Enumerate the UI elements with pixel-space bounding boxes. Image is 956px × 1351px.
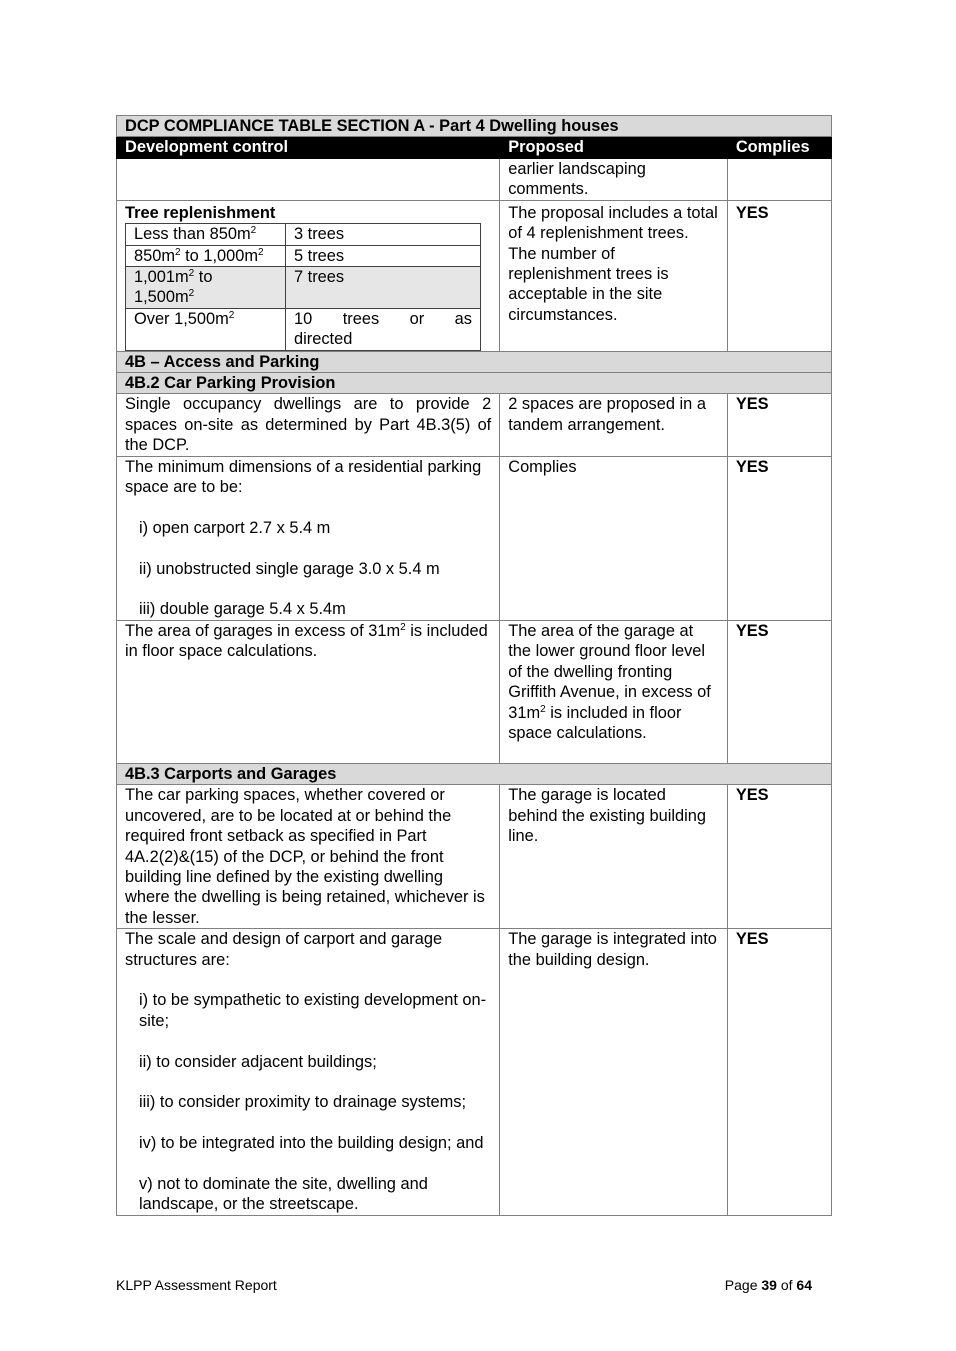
parking-dimensions-proposed: Complies: [500, 456, 728, 620]
tree-size-cell: [126, 224, 286, 245]
footer-page-prefix: Page: [724, 1277, 762, 1293]
tree-replenishment-proposed: The proposal includes a total of 4 replenishment trees. The number of replenishment trees is acceptable in the site circumstances.: [500, 200, 728, 351]
garage-area-proposed: [500, 620, 728, 763]
header-development-control: Development control: [117, 137, 500, 158]
garage-area-complies: YES: [727, 620, 831, 763]
section-4b2-heading: 4B.2 Car Parking Provision: [117, 373, 832, 394]
superscript: 2: [188, 288, 195, 300]
tree-size-text: 850m: [134, 246, 176, 265]
tree-replenishment-heading: Tree replenishment: [125, 203, 276, 222]
parking-dimension-item: ii) unobstructed single garage 3.0 x 5.4 m: [139, 559, 440, 578]
tree-size-text: Over 1,500m: [134, 309, 229, 328]
tree-row: [126, 245, 481, 266]
superscript: 2: [258, 246, 264, 258]
parking-spaces-control: Single occupancy dwellings are to provide 2 spaces on-site as determined by Part 4B.3(5) of the DCP.: [117, 394, 500, 456]
header-proposed: Proposed: [500, 137, 728, 158]
footer-page-total: 64: [796, 1277, 812, 1293]
dcp-compliance-table: [116, 115, 832, 1216]
tree-row: [126, 224, 481, 245]
tree-count-cell: [286, 308, 481, 350]
parking-dimensions-intro: The minimum dimensions of a residential parking space are to be:: [125, 457, 482, 497]
header-complies: Complies: [727, 137, 831, 158]
table-title-row: [117, 116, 832, 137]
garage-area-proposed-text: The area of the garage at the lower ground floor level of the dwelling fronting Griffith Avenue, in excess of 31m: [508, 621, 711, 722]
section-4b-heading: 4B – Access and Parking: [117, 351, 832, 372]
table-title: DCP COMPLIANCE TABLE SECTION A - Part 4 Dwelling houses: [117, 116, 832, 137]
setback-complies: YES: [727, 785, 831, 929]
continued-complies-cell: [727, 158, 831, 200]
tree-size-cell: [126, 245, 286, 266]
continued-proposed-line2: comments.: [508, 180, 589, 199]
scale-design-item: v) not to dominate the site, dwelling and landscape, or the streetscape.: [139, 1174, 428, 1214]
table-row-garage-area: [117, 620, 832, 763]
continued-proposed-line1: earlier landscaping: [508, 159, 646, 178]
setback-control: The car parking spaces, whether covered or uncovered, are to be located at or behind the required front setback as specified in Part 4A.2(2)&(15) of the DCP, or behind the front building line defined by the existing dwelling where the dwelling is being retained, whichever is the lesser.: [117, 785, 500, 929]
tree-count-cell: 3 trees: [286, 224, 481, 245]
parking-dimension-item: i) open carport 2.7 x 5.4 m: [139, 518, 331, 537]
continued-proposed-cell: [500, 158, 728, 200]
superscript: 2: [188, 268, 195, 280]
table-row-continued: [117, 158, 832, 200]
tree-size-text: to 1,500m: [134, 268, 213, 307]
tree-count-cell: 5 trees: [286, 245, 481, 266]
section-4b3-heading: 4B.3 Carports and Garages: [117, 763, 832, 784]
section-row-4b: [117, 351, 832, 372]
table-row-parking-spaces: [117, 394, 832, 456]
tree-replenishment-complies: YES: [727, 200, 831, 351]
scale-design-complies: YES: [727, 929, 831, 1216]
tree-count-line2: directed: [294, 330, 353, 349]
setback-proposed: The garage is located behind the existing building line.: [500, 785, 728, 929]
parking-dimensions-complies: YES: [727, 456, 831, 620]
tree-size-cell: [126, 308, 286, 350]
section-row-4b2: [117, 373, 832, 394]
scale-design-item: iv) to be integrated into the building design; and: [139, 1134, 484, 1153]
scale-design-item: iii) to consider proximity to drainage systems;: [139, 1093, 467, 1112]
superscript: 2: [400, 621, 406, 633]
parking-dimension-item: iii) double garage 5.4 x 5.4m: [139, 600, 346, 619]
continued-control-cell: [117, 158, 500, 200]
parking-dimensions-control: [117, 456, 500, 620]
tree-size-cell: [126, 267, 286, 309]
tree-row: [126, 308, 481, 350]
table-row-scale-design: [117, 929, 832, 1216]
parking-spaces-proposed: 2 spaces are proposed in a tandem arrangement.: [500, 394, 728, 456]
footer-page-of: of: [776, 1277, 797, 1293]
footer-page-number: [725, 1276, 812, 1294]
garage-area-control-text: The area of garages in excess of 31m: [125, 621, 401, 640]
tree-size-text: to 1,000m: [180, 246, 259, 265]
scale-design-proposed: The garage is integrated into the building design.: [500, 929, 728, 1216]
garage-area-proposed-text: is included in floor space calculations.: [508, 703, 682, 742]
tree-count-cell: 7 trees: [286, 267, 481, 309]
parking-spaces-complies: YES: [727, 394, 831, 456]
tree-row: [126, 267, 481, 309]
tree-size-text: 1,001m: [134, 268, 189, 287]
garage-area-control-text: is included in floor space calculations.: [125, 621, 488, 661]
table-header-row: [117, 137, 832, 158]
table-row-tree-replenishment: [117, 200, 832, 351]
tree-replenishment-table: [125, 223, 481, 350]
superscript: 2: [228, 309, 235, 321]
tree-replenishment-control-cell: [117, 200, 500, 351]
scale-design-item: i) to be sympathetic to existing development on-site;: [139, 991, 487, 1030]
footer-page-current: 39: [761, 1277, 777, 1293]
table-row-setback: [117, 785, 832, 929]
footer-report-name: KLPP Assessment Report: [116, 1277, 277, 1293]
scale-design-item: ii) to consider adjacent buildings;: [139, 1052, 377, 1071]
scale-design-control: [117, 929, 500, 1216]
superscript: 2: [250, 225, 257, 237]
section-row-4b3: [117, 763, 832, 784]
scale-design-intro: The scale and design of carport and garage structures are:: [125, 930, 443, 969]
table-row-parking-dimensions: [117, 456, 832, 620]
tree-size-text: Less than 850m: [134, 225, 251, 244]
superscript: 2: [540, 703, 546, 715]
garage-area-control: [117, 620, 500, 763]
tree-count-line1: 10 trees or as: [294, 309, 472, 328]
superscript: 2: [175, 246, 181, 258]
